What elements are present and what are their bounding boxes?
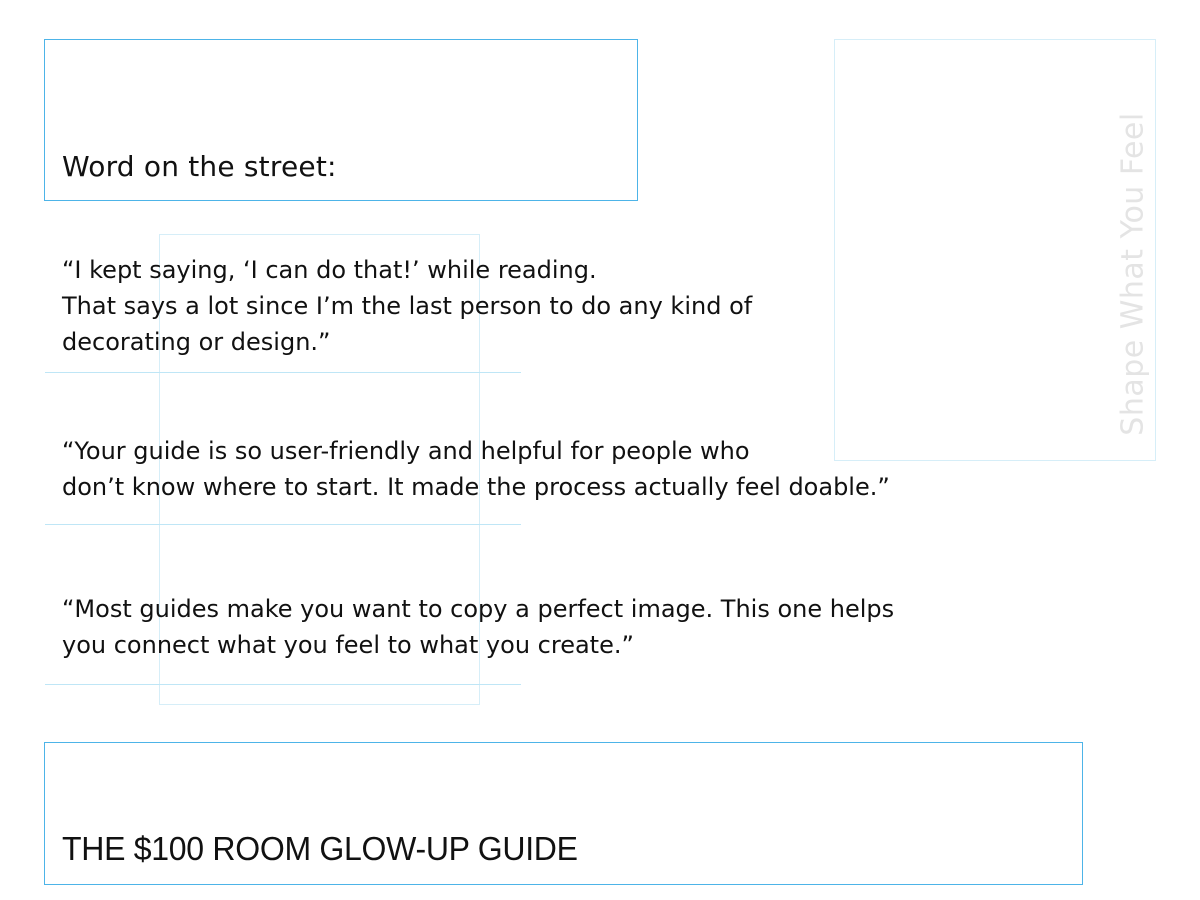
quote-line: decorating or design.” [62, 328, 331, 356]
quote-line: That says a lot since I’m the last person to do any kind of [62, 292, 753, 320]
quote-divider [45, 524, 521, 525]
quote-divider [45, 372, 521, 373]
quote-line: “I kept saying, ‘I can do that!’ while reading. [62, 256, 597, 284]
section-heading: Word on the street: [62, 150, 337, 183]
quote-line: don’t know where to start. It made the process actually feel doable.” [62, 473, 890, 501]
side-panel-frame [834, 39, 1156, 461]
quote-divider [45, 684, 521, 685]
quote-line: “Most guides make you want to copy a perfect image. This one helps [62, 595, 895, 623]
side-panel-text: Shape What You Feel [1115, 112, 1151, 436]
testimonial-quote [62, 252, 752, 360]
quote-line: “Your guide is so user-friendly and helpful for people who [62, 437, 750, 465]
testimonial-quote [62, 433, 890, 505]
quote-line: you connect what you feel to what you create.” [62, 631, 634, 659]
guide-title: THE $100 ROOM GLOW-UP GUIDE [62, 830, 578, 867]
testimonial-quote [62, 591, 894, 663]
